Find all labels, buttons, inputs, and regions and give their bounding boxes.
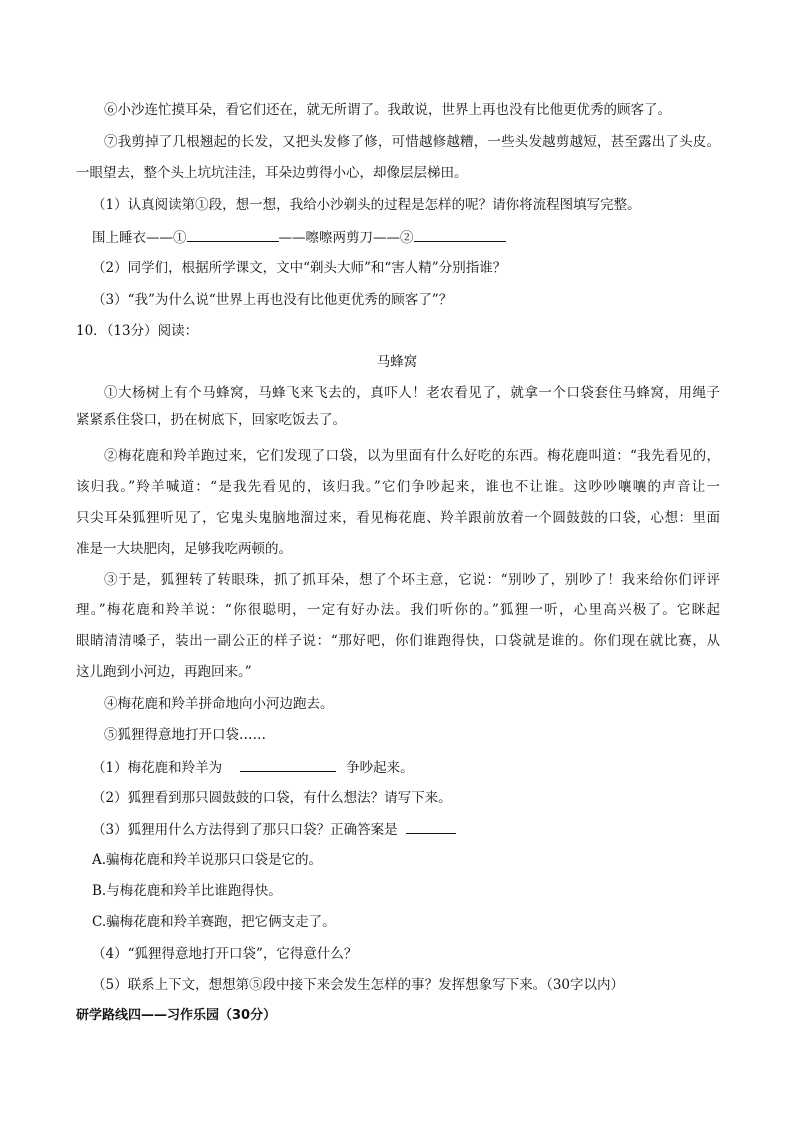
flow-start: 围上睡衣——① xyxy=(92,230,187,246)
flow-blank-2[interactable] xyxy=(414,227,506,242)
p3-line-1: ③于是，狐狸转了转眼珠，抓了抓耳朵，想了个坏主意，它说：“别吵了，别吵了！我来给你们评评 xyxy=(104,572,720,588)
paragraph-7-line-1: ⑦我剪掉了几根翘起的长发，又把头发修了修，可惜越修越糟，一些头发越剪越短，甚至露出了头皮。 xyxy=(104,134,720,150)
s10-q3-text: （3）狐狸用什么方法得到了那只口袋？正确答案是 xyxy=(92,822,398,838)
s10-question-2: （2）狐狸看到那只圆鼓鼓的口袋，有什么想法？请写下来。 xyxy=(92,790,452,806)
flow-blank-1[interactable] xyxy=(187,227,279,242)
option-b: B.与梅花鹿和羚羊比谁跑得快。 xyxy=(92,883,282,899)
option-c: C.骗梅花鹿和羚羊赛跑，把它俩支走了。 xyxy=(92,914,336,930)
paragraph-5: ⑤狐狸得意地打开口袋…… xyxy=(104,727,266,743)
s10-q1-suffix: 争吵起来。 xyxy=(346,760,414,776)
s10-question-4: （4）“狐狸得意地打开口袋”，它得意什么？ xyxy=(92,946,358,962)
option-a: A.骗梅花鹿和羚羊说那只口袋是它的。 xyxy=(92,852,323,868)
flow-chart-line xyxy=(92,227,506,248)
passage-title: 马蜂窝 xyxy=(376,354,418,370)
s10-question-1 xyxy=(92,757,414,778)
p2-line-1: ②梅花鹿和羚羊跑过来，它们发现了口袋，以为里面有什么好吃的东西。梅花鹿叫道：“我先看见的， xyxy=(104,448,720,464)
paragraph-4: ④梅花鹿和羚羊拼命地向小河边跑去。 xyxy=(104,696,334,712)
paragraph-6: ⑥小沙连忙摸耳朵，看它们还在，就无所谓了。我敢说，世界上再也没有比他更优秀的顾客了。 xyxy=(104,102,671,118)
question-3: （3）“我”为什么说“世界上再也没有比他更优秀的顾客了”？ xyxy=(92,292,453,308)
s10-q1-prefix: （1）梅花鹿和羚羊为 xyxy=(92,760,223,776)
p2-line-2: 该归我。”羚羊喊道：“是我先看见的，该归我。”它们争吵起来，谁也不让谁。这吵吵嚷嚷的声音让一 xyxy=(76,479,720,495)
p2-line-3: 只尖耳朵狐狸听见了，它鬼头鬼脑地溜过来，看见梅花鹿、羚羊跟前放着一个圆鼓鼓的口袋，心想：里面 xyxy=(76,510,720,526)
question-1: （1）认真阅读第①段，想一想，我给小沙剃头的过程是怎样的呢？请你将流程图填写完整。 xyxy=(92,197,641,213)
s10-q1-blank[interactable] xyxy=(240,757,336,772)
p1-line-1: ①大杨树上有个马蜂窝，马蜂飞来飞去的，真吓人！老农看见了，就拿一个口袋套住马蜂窝，用绳子 xyxy=(104,385,720,401)
p1-line-2: 紧紧系住袋口，扔在树底下，回家吃饭去了。 xyxy=(76,412,346,428)
next-section-heading: 研学路线四——习作乐园（30分） xyxy=(76,1008,277,1023)
section-10-header: 10．（13分）阅读： xyxy=(76,323,199,339)
question-2: （2）同学们，根据所学课文，文中“剃头大师”和“害人精”分别指谁？ xyxy=(92,260,507,276)
p2-line-4: 准是一大块肥肉，足够我吃两顿的。 xyxy=(76,541,292,557)
p3-line-3: 眼睛清清嗓子，装出一副公正的样子说：“那好吧，你们谁跑得快，口袋就是谁的。你们现在就比赛，从 xyxy=(76,633,720,649)
s10-question-3 xyxy=(92,819,456,840)
paragraph-7-line-2: 一眼望去，整个头上坑坑洼洼，耳朵边剪得小心，却像层层梯田。 xyxy=(76,165,468,181)
s10-q3-blank[interactable] xyxy=(406,819,456,834)
s10-question-5: （5）联系上下文，想想第⑤段中接下来会发生怎样的事？发挥想象写下来。（30字以内） xyxy=(92,977,625,993)
p3-line-4: 这儿跑到小河边，再跑回来。” xyxy=(76,664,252,680)
flow-middle: ——嚓嚓两剪刀——② xyxy=(278,230,414,246)
p3-line-2: 理。”梅花鹿和羚羊说：“你很聪明，一定有好办法。我们听你的。”狐狸一听，心里高兴极了。它眯起 xyxy=(76,602,720,618)
